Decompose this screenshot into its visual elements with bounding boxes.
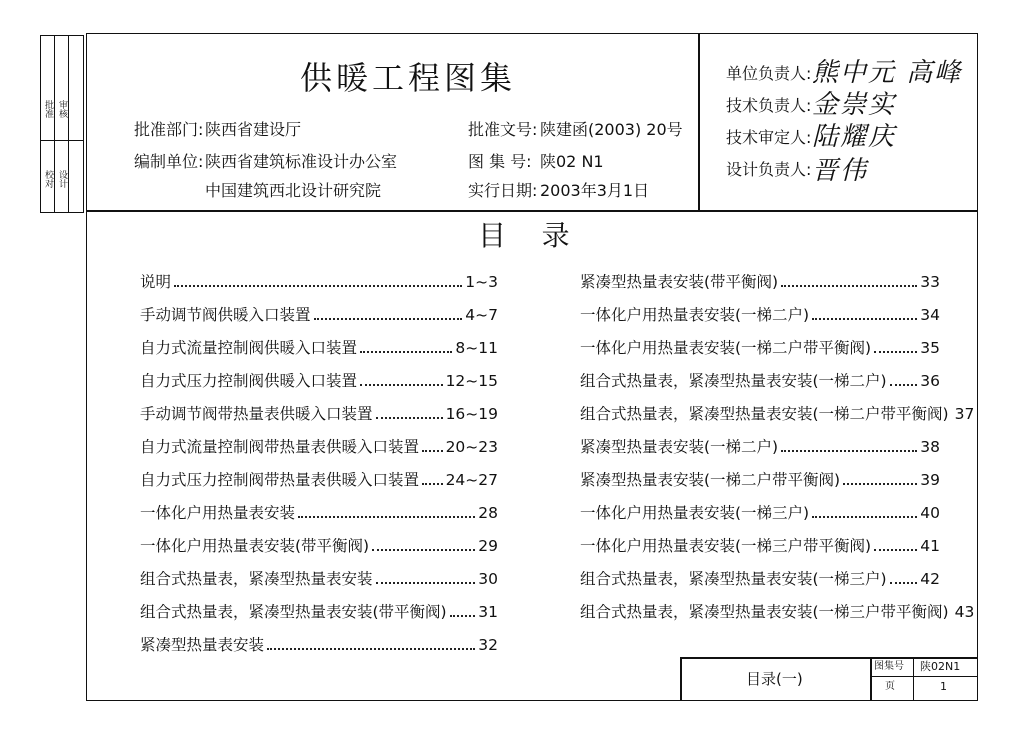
toc-entry xyxy=(580,272,940,292)
toc-entry xyxy=(140,437,498,457)
meta-label: 批准部门: xyxy=(134,120,204,139)
toc-entry xyxy=(140,635,498,655)
toc-entry xyxy=(580,503,940,523)
toc-entry-page: 1~3 xyxy=(465,273,498,291)
toc-entry-page: 12~15 xyxy=(445,372,498,390)
signature: 晋伟 xyxy=(812,156,869,186)
sheet-name: 目录(一) xyxy=(746,670,803,688)
toc-entry-title: 说明 xyxy=(140,273,172,291)
toc-entry xyxy=(140,569,498,589)
responsible-label: 单位负责人: xyxy=(726,64,812,83)
toc-entry-title: 一体化户用热量表安装(一梯二户) xyxy=(580,306,810,324)
toc-entry-title: 自力式流量控制阀供暖入口装置 xyxy=(140,339,358,357)
toc-entry-page: 4~7 xyxy=(465,306,498,324)
toc-entry-title: 组合式热量表，紧凑型热量表安装(一梯二户带平衡阀) xyxy=(580,405,949,423)
meta-label: 批准文号: xyxy=(468,120,538,139)
toc-entry-title: 一体化户用热量表安装 xyxy=(140,504,296,522)
toc-entry-title: 紧凑型热量表安装 xyxy=(140,636,265,654)
toc-entry-page: 41 xyxy=(920,537,940,555)
toc-entry-page: 31 xyxy=(478,603,498,621)
toc-entry-page: 28 xyxy=(478,504,498,522)
toc-leader-dots xyxy=(812,516,917,518)
toc-leader-dots xyxy=(422,483,443,485)
toc-entry xyxy=(580,305,940,325)
meta-label: 编制单位: xyxy=(134,152,204,171)
toc-entry-page: 38 xyxy=(920,438,940,456)
toc-leader-dots xyxy=(781,450,917,452)
stamp-label: 批准 xyxy=(43,100,53,118)
toc-entry xyxy=(140,404,498,424)
toc-entry xyxy=(580,437,940,457)
toc-leader-dots xyxy=(812,318,917,320)
toc-leader-dots xyxy=(781,285,917,287)
toc-entry-page: 24~27 xyxy=(445,471,498,489)
toc-entry-page: 30 xyxy=(478,570,498,588)
toc-entry-title: 组合式热量表，紧凑型热量表安装(带平衡阀) xyxy=(140,603,447,621)
toc-entry-page: 36 xyxy=(920,372,940,390)
toc-leader-dots xyxy=(376,417,443,419)
toc-entry-title: 一体化户用热量表安装(一梯二户带平衡阀) xyxy=(580,339,872,357)
toc-entry xyxy=(140,470,498,490)
toc-leader-dots xyxy=(314,318,463,320)
meta-label: 图 集 号: xyxy=(468,152,532,171)
toc-entry-page: 33 xyxy=(920,273,940,291)
stamp-label: 设计 xyxy=(57,170,67,188)
toc-entry-title: 手动调节阀供暖入口装置 xyxy=(140,306,311,324)
toc-leader-dots xyxy=(874,351,917,353)
atlas-no-label: 图集号 xyxy=(874,661,904,672)
meta-label: 实行日期: xyxy=(468,181,538,200)
page-title: 供暖工程图集 xyxy=(300,59,517,97)
toc-leader-dots xyxy=(376,582,476,584)
toc-heading: 目 录 xyxy=(478,219,570,252)
responsible-label: 设计负责人: xyxy=(726,160,812,179)
meta-value: 陕02 N1 xyxy=(540,152,604,171)
toc-entry-page: 43 xyxy=(954,603,975,621)
meta-value: 2003年3月1日 xyxy=(540,181,650,200)
toc-entry-page: 34 xyxy=(920,306,940,324)
toc-entry xyxy=(580,536,940,556)
signature: 熊中元 高峰 xyxy=(812,58,963,88)
toc-leader-dots xyxy=(422,450,443,452)
toc-entry xyxy=(140,602,498,622)
toc-entry-page: 20~23 xyxy=(445,438,498,456)
toc-entry xyxy=(140,272,498,292)
toc-entry-title: 自力式压力控制阀供暖入口装置 xyxy=(140,372,358,390)
toc-entry-page: 37 xyxy=(954,405,975,423)
stamp-label: 审核 xyxy=(57,100,67,118)
page-label: 页 xyxy=(885,681,895,692)
toc-entry-page: 29 xyxy=(478,537,498,555)
responsible-label: 技术审定人: xyxy=(726,128,812,147)
toc-entry-title: 一体化户用热量表安装(一梯三户) xyxy=(580,504,810,522)
toc-entry-title: 组合式热量表，紧凑型热量表安装(一梯三户) xyxy=(580,570,887,588)
toc-entry-title: 一体化户用热量表安装(带平衡阀) xyxy=(140,537,370,555)
toc-entry-page: 32 xyxy=(478,636,498,654)
toc-entry-title: 自力式压力控制阀带热量表供暖入口装置 xyxy=(140,471,420,489)
toc-entry-page: 16~19 xyxy=(445,405,498,423)
toc-leader-dots xyxy=(360,351,452,353)
stamp-label: 校对 xyxy=(43,170,53,188)
toc-entry-title: 紧凑型热量表安装(一梯二户) xyxy=(580,438,779,456)
toc-entry-title: 紧凑型热量表安装(带平衡阀) xyxy=(580,273,779,291)
toc-leader-dots xyxy=(360,384,443,386)
toc-entry xyxy=(140,536,498,556)
toc-entry-page: 8~11 xyxy=(455,339,498,357)
toc-entry-title: 组合式热量表，紧凑型热量表安装 xyxy=(140,570,373,588)
meta-value: 中国建筑西北设计研究院 xyxy=(205,181,382,200)
toc-leader-dots xyxy=(874,549,917,551)
toc-leader-dots xyxy=(450,615,476,617)
toc-entry xyxy=(580,404,975,424)
toc-entry-title: 自力式流量控制阀带热量表供暖入口装置 xyxy=(140,438,420,456)
toc-leader-dots xyxy=(890,384,918,386)
toc-entry xyxy=(140,371,498,391)
atlas-no: 陕02N1 xyxy=(920,660,961,673)
toc-entry-page: 42 xyxy=(920,570,940,588)
toc-entry-title: 组合式热量表，紧凑型热量表安装(一梯二户) xyxy=(580,372,887,390)
page-number: 1 xyxy=(940,680,947,693)
toc-entry xyxy=(140,338,498,358)
toc-leader-dots xyxy=(298,516,475,518)
meta-value: 陕建函(2003) 20号 xyxy=(540,120,683,139)
responsible-label: 技术负责人: xyxy=(726,96,812,115)
toc-entry-title: 一体化户用热量表安装(一梯三户带平衡阀) xyxy=(580,537,872,555)
toc-entry xyxy=(580,470,940,490)
toc-entry xyxy=(140,305,498,325)
toc-entry xyxy=(580,602,975,622)
meta-value: 陕西省建筑标准设计办公室 xyxy=(205,152,398,171)
toc-entry xyxy=(580,569,940,589)
toc-entry-title: 手动调节阀带热量表供暖入口装置 xyxy=(140,405,373,423)
meta-value: 陕西省建设厅 xyxy=(205,120,302,139)
toc-entry-page: 40 xyxy=(920,504,940,522)
toc-entry-page: 39 xyxy=(920,471,940,489)
toc-entry xyxy=(140,503,498,523)
toc-entry xyxy=(580,338,940,358)
toc-leader-dots xyxy=(174,285,462,287)
toc-entry-title: 组合式热量表，紧凑型热量表安装(一梯三户带平衡阀) xyxy=(580,603,949,621)
toc-leader-dots xyxy=(890,582,918,584)
toc-leader-dots xyxy=(267,648,475,650)
toc-entry-page: 35 xyxy=(920,339,940,357)
toc-entry-title: 紧凑型热量表安装(一梯二户带平衡阀) xyxy=(580,471,841,489)
toc-entry xyxy=(580,371,940,391)
signature: 金崇实 xyxy=(812,90,897,120)
toc-leader-dots xyxy=(843,483,917,485)
toc-leader-dots xyxy=(372,549,475,551)
signature: 陆耀庆 xyxy=(812,122,897,152)
